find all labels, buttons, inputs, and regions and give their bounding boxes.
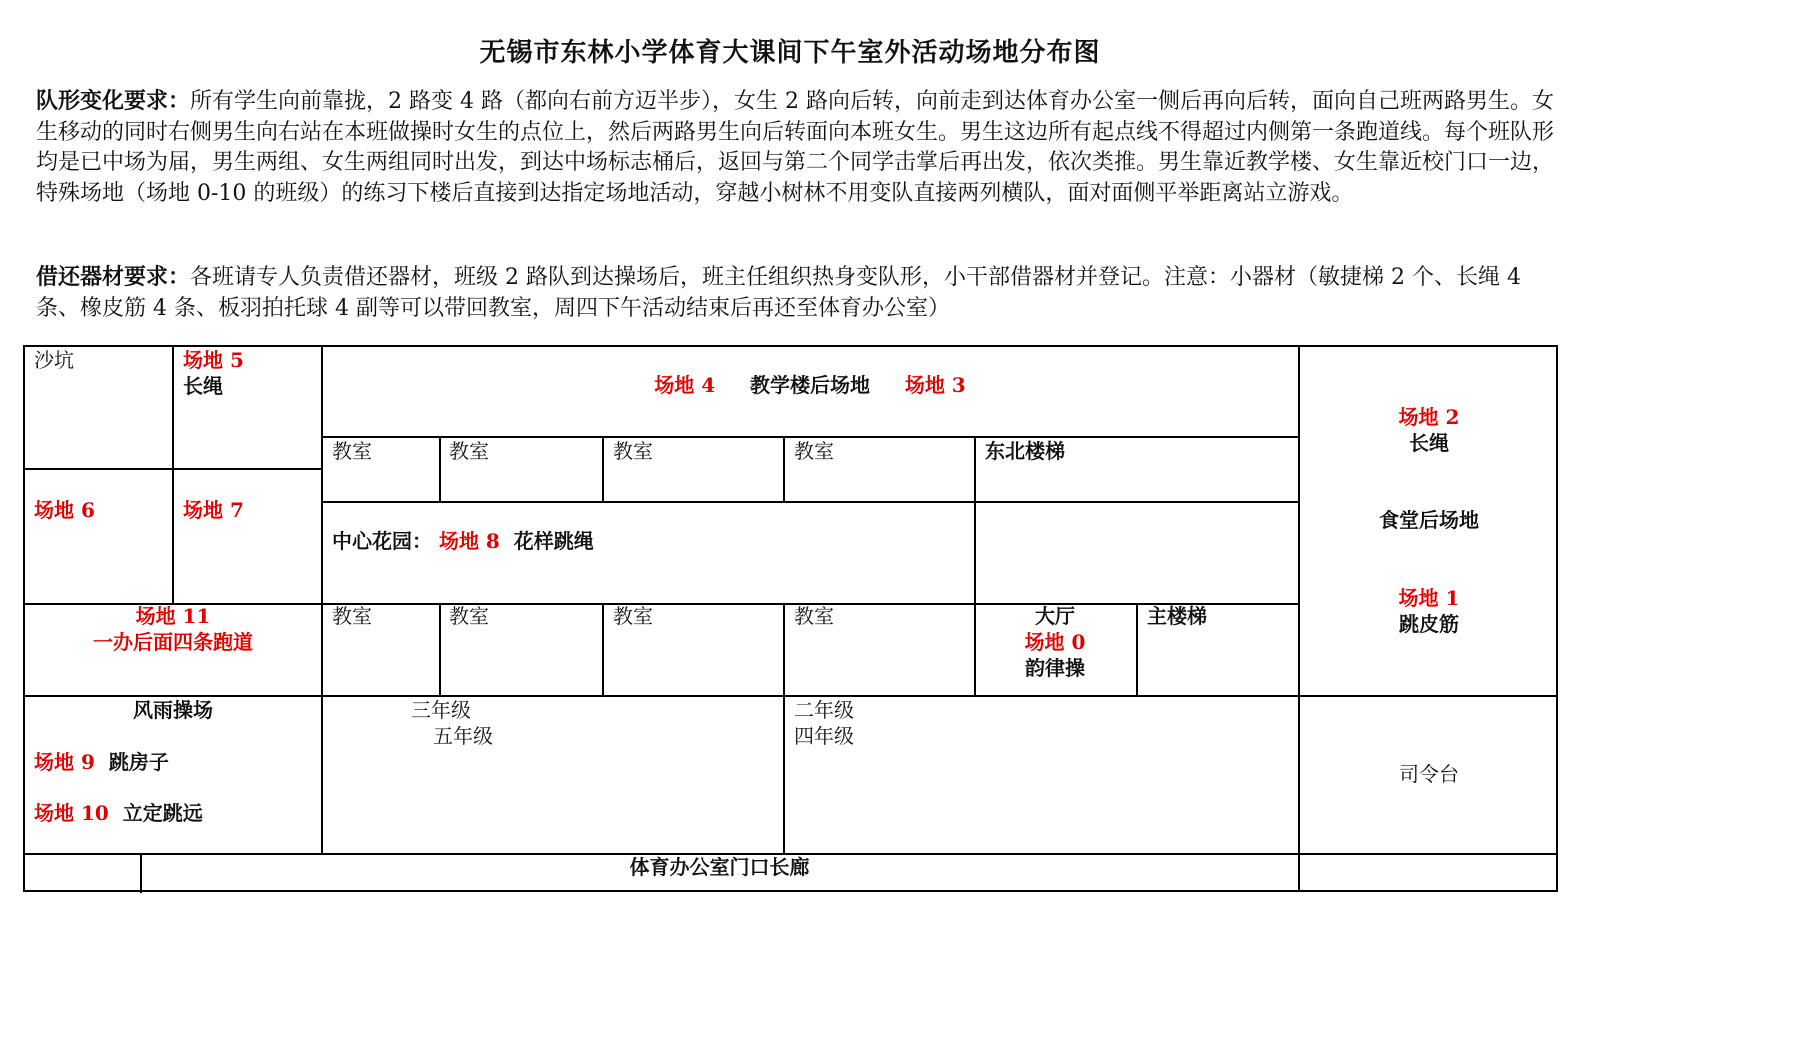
- divider: [602, 603, 604, 696]
- grade-2-label: 二年级: [794, 698, 854, 722]
- site-5-block: [183, 347, 244, 399]
- site-11-label: 场地 11: [135, 604, 211, 628]
- grade-5-label: 五年级: [433, 724, 493, 748]
- main-stairs-label: 主楼梯: [1147, 604, 1207, 628]
- site-0-activity: 韵律操: [1025, 656, 1085, 680]
- site-8-activity: 花样跳绳: [513, 529, 594, 553]
- site-11-place: 一办后面四条跑道: [93, 630, 253, 654]
- hall-label: 大厅: [1035, 604, 1075, 628]
- divider: [439, 603, 441, 696]
- classroom-label: 教室: [794, 604, 834, 628]
- center-garden-area: [332, 528, 594, 554]
- site-2-label: 场地 2: [1398, 405, 1460, 429]
- canteen-back-label: 食堂后场地: [1379, 508, 1479, 532]
- site-11-block: [25, 603, 321, 655]
- center-garden-label: 中心花园：: [332, 529, 432, 553]
- site-9-block: [34, 749, 169, 775]
- divider: [439, 436, 441, 501]
- formation-label: 队形变化要求：: [36, 88, 191, 114]
- formation-requirements: [36, 86, 1556, 209]
- divider: [321, 501, 1299, 503]
- site-6-label: 场地 6: [34, 498, 95, 522]
- page-title: 无锡市东林小学体育大课间下午室外活动场地分布图: [479, 38, 1101, 68]
- divider: [602, 436, 604, 501]
- divider: [25, 468, 322, 470]
- site-7-label: 场地 7: [183, 498, 244, 522]
- formation-text: 所有学生向前靠拢，2 路变 4 路（都向右前方迈半步），女生 2 路向后转，向前走到达体育办公室一侧后再向后转，面向自己班两路男生。女生移动的同时右侧男生向右站在本班做操时女生的点位上，然后两路男生向后转面向本班女生。男生这边所有起点线不得超过内侧第一条跑道线。每个班队形均是已中场为届，男生两组、女生两组同时出发，到达中场标志桶后，返回与第二个同学击掌后再出发，依次类推。男生靠近教学楼、女生靠近校门口一边，特殊场地（场地 0-10 的班级）的练习下楼后直接到达指定场地活动，穿越小树林不用变队直接两列横队，面对面侧平举距离站立游戏。: [36, 89, 1555, 206]
- equipment-label: 借还器材要求：: [36, 264, 191, 290]
- site-5-activity: 长绳: [183, 374, 223, 398]
- site-10-block: [34, 800, 203, 826]
- corridor-label: 体育办公室门口长廊: [629, 855, 810, 879]
- classroom-label: 教室: [613, 604, 653, 628]
- classroom-label: 教室: [613, 439, 653, 463]
- site-1-label: 场地 1: [1398, 586, 1460, 610]
- grade-3-label: 三年级: [411, 698, 471, 722]
- divider: [783, 436, 785, 501]
- site-5-label: 场地 5: [183, 348, 244, 372]
- podium-label: 司令台: [1399, 762, 1459, 786]
- divider: [321, 347, 323, 854]
- divider: [783, 603, 785, 854]
- classroom-label: 教室: [794, 439, 834, 463]
- site-10-label: 场地 10: [34, 801, 109, 825]
- classroom-label: 教室: [332, 604, 372, 628]
- site-0-label: 场地 0: [1024, 630, 1086, 654]
- equipment-requirements: [36, 262, 1556, 324]
- classroom-label: 教室: [449, 439, 489, 463]
- grade-4-label: 四年级: [794, 724, 854, 748]
- site-1-block: [1298, 585, 1560, 637]
- site-1-activity: 跳皮筋: [1399, 612, 1459, 636]
- site-9-label: 场地 9: [34, 750, 95, 774]
- classroom-label: 教室: [449, 604, 489, 628]
- equipment-text: 各班请专人负责借还器材，班级 2 路队到达操场后，班主任组织热身变队形，小干部借器材并登记。注意：小器材（敏捷梯 2 个、长绳 4 条、橡皮筋 4 条、板羽拍托球 4 副等可以带回教室，周四下午活动结束后再还至体育办公室）: [36, 265, 1521, 321]
- rain-ground-label: 风雨操场: [133, 698, 213, 722]
- site-2-activity: 长绳: [1409, 431, 1449, 455]
- behind-building-area: [321, 372, 1299, 398]
- venue-map: [23, 345, 1558, 892]
- site-3-label: 场地 3: [904, 373, 966, 397]
- site-10-activity: 立定跳远: [122, 801, 203, 825]
- ne-stairs-label: 东北楼梯: [985, 439, 1065, 463]
- site-4-label: 场地 4: [654, 373, 716, 397]
- hall-block: [974, 603, 1136, 681]
- site-2-block: [1298, 404, 1560, 456]
- divider: [1136, 603, 1138, 696]
- divider: [172, 347, 174, 604]
- classroom-label: 教室: [332, 439, 372, 463]
- sandpit-label: 沙坑: [34, 348, 74, 372]
- site-9-activity: 跳房子: [108, 750, 169, 774]
- site-8-label: 场地 8: [438, 529, 500, 553]
- behind-building-label: 教学楼后场地: [750, 373, 870, 397]
